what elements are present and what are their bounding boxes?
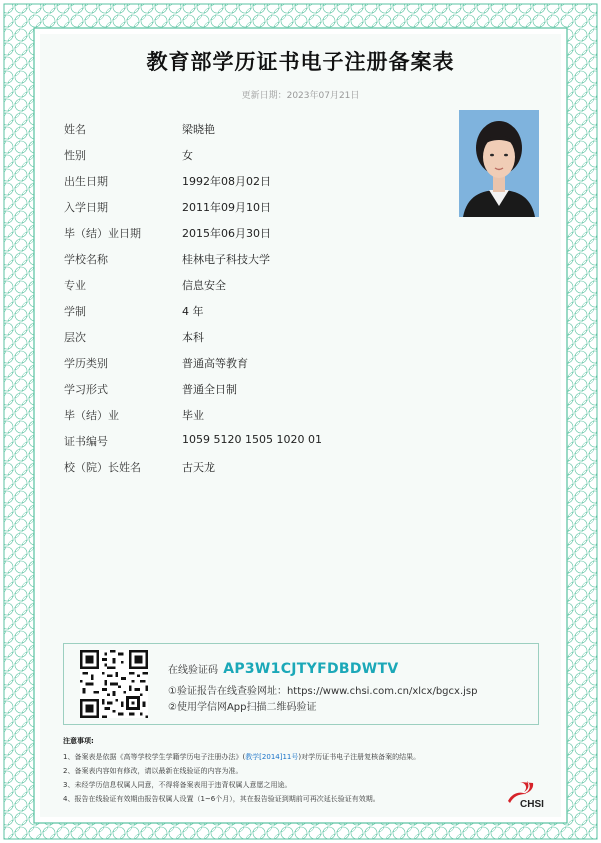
field-value: 信息安全 — [182, 279, 226, 292]
field-value: 4 年 — [182, 305, 204, 318]
field-value: 2011年09月10日 — [182, 201, 271, 214]
field-label: 层次 — [64, 331, 86, 344]
note-item-2: 2、备案表内容如有修改，请以最新在线验证的内容为准。 — [63, 767, 243, 775]
verification-code: AP3W1CJTYFDBDWTV — [223, 661, 399, 677]
field-label: 毕（结）业日期 — [64, 227, 141, 240]
field-label: 学历类别 — [64, 357, 108, 370]
field-label: 专业 — [64, 279, 86, 292]
field-label: 学校名称 — [64, 253, 108, 266]
field-value: 梁晓艳 — [182, 123, 215, 136]
verification-code-line — [168, 661, 398, 677]
id-photo — [459, 110, 539, 217]
field-value: 普通全日制 — [182, 383, 237, 396]
field-label: 出生日期 — [64, 175, 108, 188]
field-label: 证书编号 — [64, 435, 108, 448]
field-label: 学制 — [64, 305, 86, 318]
note-item-1 — [63, 752, 420, 762]
field-label: 校（院）长姓名 — [64, 461, 141, 474]
verification-code-label: 在线验证码 — [168, 665, 218, 676]
field-value: 1059 5120 1505 1020 01 — [182, 433, 322, 446]
verification-url-line: ①验证报告在线查验网址：https://www.chsi.com.cn/xlcx/bgcx.jsp — [168, 686, 478, 697]
svg-text:CHSI: CHSI — [520, 799, 544, 809]
field-label: 性别 — [64, 149, 86, 162]
note-item-4: 4、报告在线验证有效期由报告权属人设置（1~6个月），其在报告验证到期前可再次延长验证有效期。 — [63, 795, 380, 803]
field-value: 2015年06月30日 — [182, 227, 271, 240]
field-label: 学习形式 — [64, 383, 108, 396]
note-text: 1、备案表是依据《高等学校学生学籍学历电子注册办法》( — [63, 753, 246, 761]
notes-title: 注意事项: — [63, 737, 94, 745]
qr-code[interactable] — [80, 650, 148, 718]
note-item-3: 3、未经学历信息权属人同意，不得将备案表用于违背权属人意愿之用途。 — [63, 781, 292, 789]
field-value: 本科 — [182, 331, 204, 344]
chsi-logo — [506, 779, 556, 809]
field-label: 姓名 — [64, 123, 86, 136]
field-value: 女 — [182, 149, 193, 162]
field-value: 毕业 — [182, 409, 204, 422]
note-text: )对学历证书电子注册复核备案的结果。 — [298, 753, 421, 761]
field-value: 普通高等教育 — [182, 357, 248, 370]
verification-app-line: ②使用学信网App扫描二维码验证 — [168, 702, 317, 713]
field-value: 古天龙 — [182, 461, 215, 474]
field-label: 毕（结）业 — [64, 409, 119, 422]
field-label: 入学日期 — [64, 201, 108, 214]
field-value: 桂林电子科技大学 — [182, 253, 270, 266]
page-title: 教育部学历证书电子注册备案表 — [146, 50, 455, 74]
regulation-link[interactable]: 教学[2014]11号 — [245, 753, 299, 761]
verification-box — [63, 643, 539, 725]
update-date: 更新日期：2023年07月21日 — [241, 91, 360, 101]
field-value: 1992年08月02日 — [182, 175, 271, 188]
